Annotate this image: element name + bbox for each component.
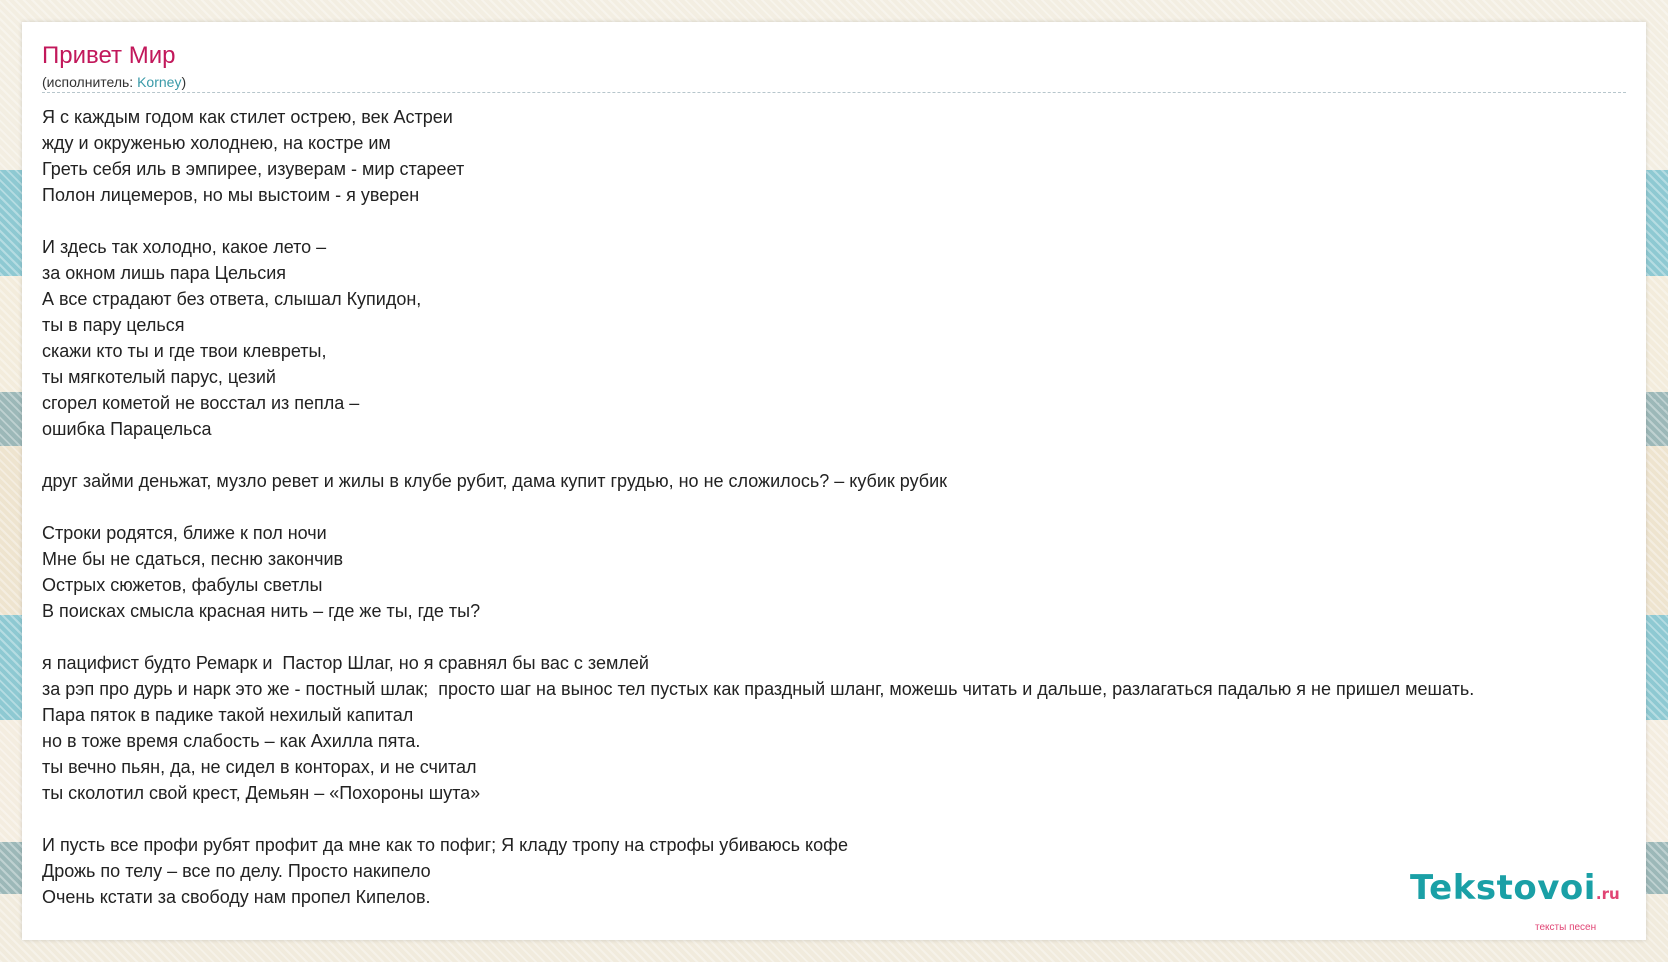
performer-link[interactable]: Korney <box>137 74 182 90</box>
performer-suffix: ) <box>181 74 187 90</box>
lyrics-card <box>22 22 1646 940</box>
song-title: Привет Мир <box>42 42 176 69</box>
lyric-line: скажи кто ты и где твои клевреты, <box>42 341 327 361</box>
lyric-line: Очень кстати за свободу нам пропел Кипелов. <box>42 887 431 907</box>
lyric-line: за окном лишь пара Цельсия <box>42 263 287 283</box>
lyric-line <box>42 494 1642 520</box>
lyric-line <box>42 442 1642 468</box>
lyric-line: Греть себя иль в эмпирее, изуверам - мир стареет <box>42 159 465 179</box>
title-divider <box>42 92 1626 93</box>
lyric-line: за рэп про дурь и нарк это же - постный шлак; просто шаг на вынос тел пустых как праздный шланг, можешь читать и дальше, разлагаться падалью я не пришел мешать. <box>42 679 1475 699</box>
logo-tagline: тексты песен <box>1535 922 1597 933</box>
lyric-line: И здесь так холодно, какое лето – <box>42 237 327 257</box>
performer-line <box>42 74 186 90</box>
lyric-line: ты в пару целься <box>42 315 185 335</box>
lyric-line: И пусть все профи рубят профит да мне как то пофиг; Я кладу тропу на строфы убиваюсь кофе <box>42 835 848 855</box>
lyric-line: Мне бы не сдаться, песню закончив <box>42 549 344 569</box>
lyric-line: Пара пяток в падике такой нехилый капитал <box>42 705 414 725</box>
logo-main-text: Tekstovoi <box>1410 868 1596 908</box>
lyric-line: Полон лицемеров, но мы выстоим - я уверен <box>42 185 420 205</box>
lyric-line: жду и окруженью холоднею, на костре им <box>42 133 391 153</box>
lyric-line <box>42 624 1642 650</box>
lyric-line: но в тоже время слабость – как Ахилла пята. <box>42 731 421 751</box>
lyric-line: я пацифист будто Ремарк и Пастор Шлаг, но я сравнял бы вас с землей <box>42 653 649 673</box>
lyric-line: ты мягкотелый парус, цезий <box>42 367 276 387</box>
site-logo[interactable] <box>1410 868 1620 908</box>
lyric-line: В поисках смысла красная нить – где же ты, где ты? <box>42 601 481 621</box>
lyric-line <box>42 806 1642 832</box>
lyric-line: Я с каждым годом как стилет острею, век Астреи <box>42 107 453 127</box>
performer-prefix: (исполнитель: <box>42 74 138 90</box>
lyric-line: сгорел кометой не восстал из пепла – <box>42 393 360 413</box>
logo-domain-text: .ru <box>1595 885 1620 903</box>
lyric-line: А все страдают без ответа, слышал Купидон, <box>42 289 422 309</box>
lyric-line: друг займи деньжат, музло ревет и жилы в клубе рубит, дама купит грудью, но не сложилось? – кубик рубик <box>42 471 948 491</box>
lyric-line <box>42 208 1642 234</box>
lyric-line: Дрожь по телу – все по делу. Просто накипело <box>42 861 431 881</box>
lyric-line: ошибка Парацельса <box>42 419 212 439</box>
lyric-line: Острых сюжетов, фабулы светлы <box>42 575 323 595</box>
lyric-line: ты вечно пьян, да, не сидел в конторах, и не считал <box>42 757 477 777</box>
lyric-line: Строки родятся, ближе к пол ночи <box>42 523 327 543</box>
lyric-line: ты сколотил свой крест, Демьян – «Похороны шута» <box>42 783 481 803</box>
lyrics-text <box>42 104 1642 910</box>
